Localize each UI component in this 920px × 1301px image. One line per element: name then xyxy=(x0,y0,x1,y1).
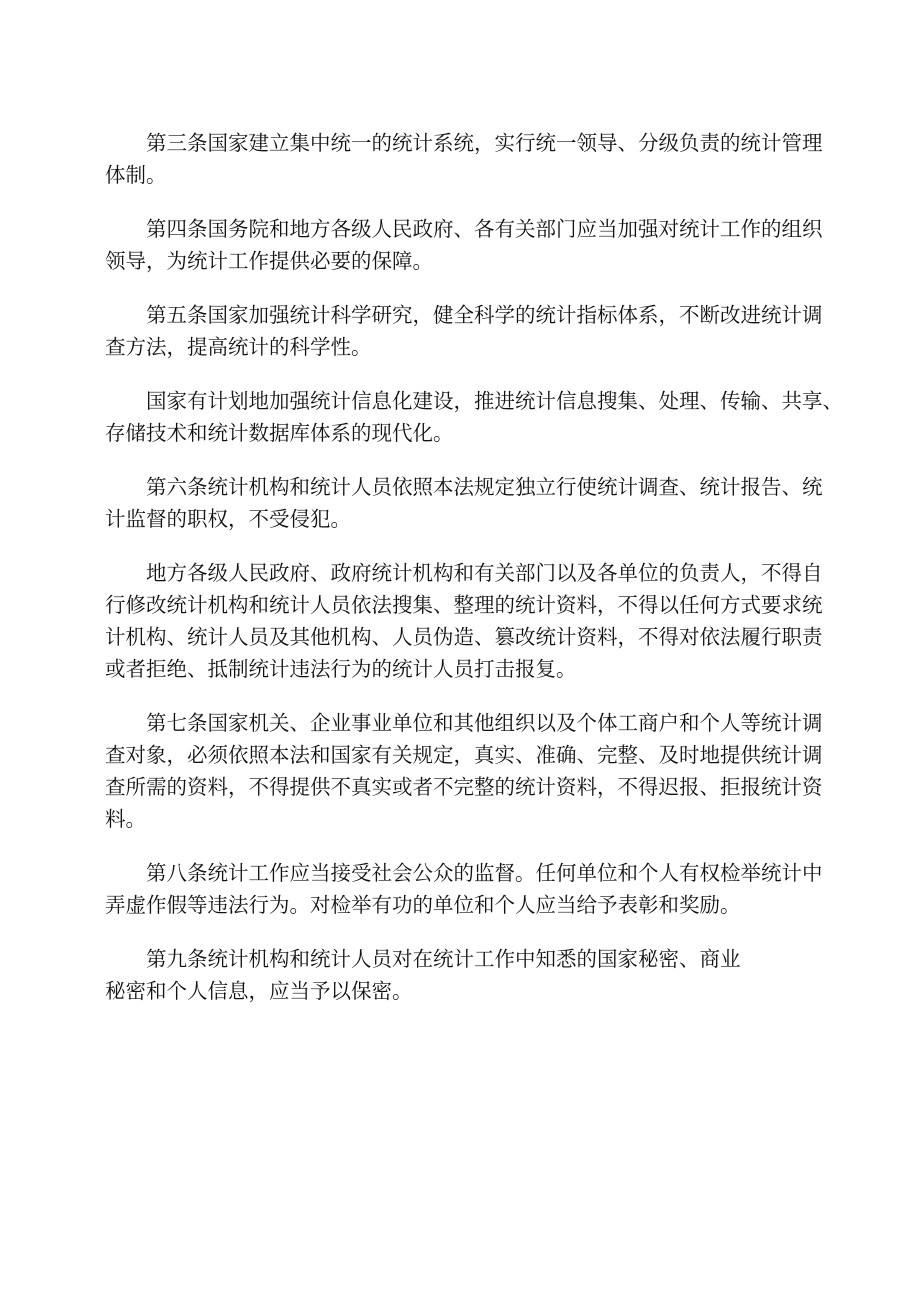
paragraph-line: 体制。 xyxy=(105,163,167,187)
paragraph-article-6 xyxy=(105,471,830,535)
paragraph-line: 料。 xyxy=(105,807,146,831)
paragraph-line: 第七条国家机关、企业事业单位和其他组织以及个体工商户和个人等统计调 xyxy=(146,711,823,735)
paragraph-line: 第八条统计工作应当接受社会公众的监督。任何单位和个人有权检举统计中 xyxy=(146,861,823,885)
paragraph-line: 第五条国家加强统计科学研究，健全科学的统计指标体系，不断改进统计调 xyxy=(146,303,823,327)
paragraph-article-8 xyxy=(105,857,830,921)
paragraph-line: 地方各级人民政府、政府统计机构和有关部门以及各单位的负责人，不得自 xyxy=(146,561,823,585)
paragraph-line: 第四条国务院和地方各级人民政府、各有关部门应当加强对统计工作的组织 xyxy=(146,217,823,241)
paragraph-line: 弄虚作假等违法行为。对检举有功的单位和个人应当给予表彰和奖励。 xyxy=(105,893,741,917)
paragraph-line: 查所需的资料，不得提供不真实或者不完整的统计资料，不得迟报、拒报统计资 xyxy=(105,775,823,799)
paragraph-line: 存储技术和统计数据库体系的现代化。 xyxy=(105,421,454,445)
paragraph-article-7 xyxy=(105,707,830,835)
paragraph-line: 第九条统计机构和统计人员对在统计工作中知悉的国家秘密、商业 xyxy=(146,947,741,971)
paragraph-article-3 xyxy=(105,127,830,191)
paragraph-line: 行修改统计机构和统计人员依法搜集、整理的统计资料，不得以任何方式要求统 xyxy=(105,593,823,617)
paragraph-line: 查对象，必须依照本法和国家有关规定，真实、准确、完整、及时地提供统计调 xyxy=(105,743,823,767)
paragraph-line: 查方法，提高统计的科学性。 xyxy=(105,335,372,359)
paragraph-line: 国家有计划地加强统计信息化建设，推进统计信息搜集、处理、传输、共享、 xyxy=(146,389,843,413)
paragraph-line: 秘密和个人信息，应当予以保密。 xyxy=(105,979,413,1003)
paragraph-article-5-clause-2 xyxy=(105,385,843,449)
paragraph-article-5 xyxy=(105,299,830,363)
paragraph-article-4 xyxy=(105,213,830,277)
paragraph-line: 计监督的职权，不受侵犯。 xyxy=(105,507,351,531)
paragraph-line: 或者拒绝、抵制统计违法行为的统计人员打击报复。 xyxy=(105,657,577,681)
paragraph-line: 第六条统计机构和统计人员依照本法规定独立行使统计调查、统计报告、统 xyxy=(146,475,823,499)
document-body xyxy=(105,127,843,1029)
paragraph-line: 领导，为统计工作提供必要的保障。 xyxy=(105,249,433,273)
paragraph-line: 计机构、统计人员及其他机构、人员伪造、篡改统计资料，不得对依法履行职责 xyxy=(105,625,823,649)
paragraph-article-9 xyxy=(105,943,830,1007)
paragraph-article-6-clause-2 xyxy=(105,557,830,685)
paragraph-line: 第三条国家建立集中统一的统计系统，实行统一领导、分级负责的统计管理 xyxy=(146,131,823,155)
